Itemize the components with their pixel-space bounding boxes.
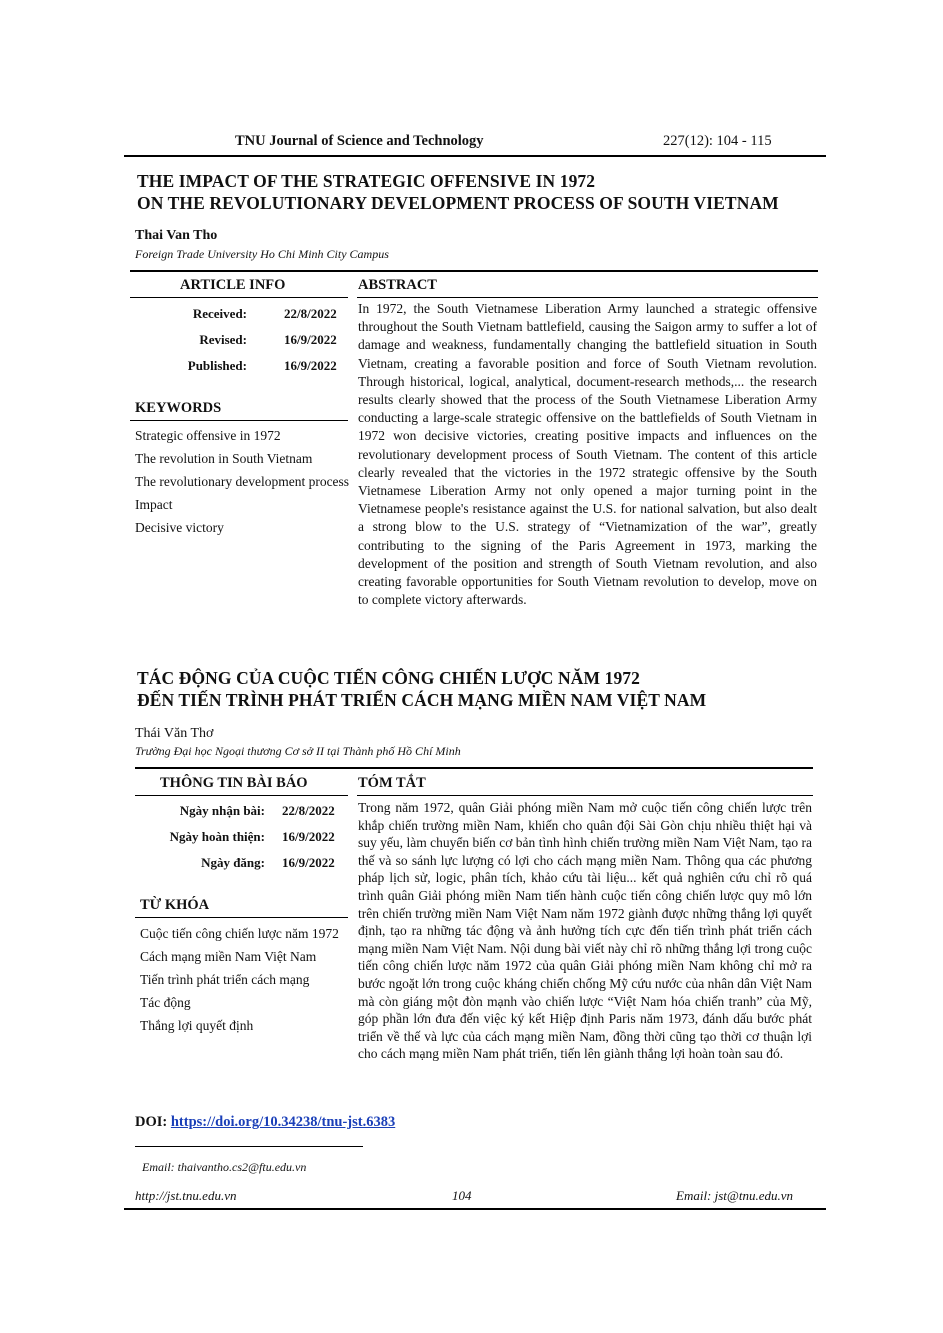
footer-rule	[124, 1208, 826, 1210]
en-received-date: 22/8/2022	[284, 306, 337, 321]
en-keyword: The revolutionary development process	[135, 474, 350, 489]
vi-author: Thái Văn Thơ	[135, 726, 214, 741]
vi-keywords-heading: TỪ KHÓA	[140, 897, 210, 913]
vi-revised-label: Ngày hoàn thiện:	[169, 829, 265, 844]
en-abstract-heading: ABSTRACT	[358, 277, 437, 293]
en-top-rule	[130, 270, 818, 272]
en-keywords-rule	[130, 420, 348, 421]
vi-keyword: Cuộc tiến công chiến lược năm 1972	[140, 926, 339, 941]
journal-name: TNU Journal of Science and Technology	[235, 133, 484, 149]
footer-page-number: 104	[452, 1188, 472, 1203]
vi-article-info-heading: THÔNG TIN BÀI BÁO	[160, 775, 308, 791]
vi-affiliation: Trường Đại học Ngoại thương Cơ sở II tại Thành phố Hồ Chí Minh	[135, 744, 461, 758]
en-keyword: Strategic offensive in 1972	[135, 428, 281, 443]
vi-top-rule	[135, 767, 813, 769]
en-revised-label: Revised:	[199, 332, 247, 347]
vi-received-label: Ngày nhận bài:	[179, 803, 265, 818]
header-rule	[124, 155, 826, 157]
vi-keyword: Tiến trình phát triển cách mạng	[140, 972, 310, 987]
en-title	[137, 170, 779, 214]
en-abstract-text: In 1972, the South Vietnamese Liberation Army launched a strategic offensive throughout the South Vietnam battlefield, causing the Saigon army to suffer a lot of damage and weakness, fundamentally changing the battlefield situation in South Vietnam, creating a favorable position and force of South Vietnam revolution. Through historical, logical, analytical, document-research methods,... the research results clearly showed that the process of the South Vietnamese Liberation Army conducting a large-scale strategic offensive on the battlefields of South Vietnam in 1972 won decisive victories, creating positive impacts and influences on the revolutionary development process of South Vietnam. The content of this article clearly revealed that the victories in the 1972 strategic offensive by the South Vietnamese Liberation Army not only opened a major turning point in the Vietnamese people's resistance against the U.S. for national salvation, but also dealt a strong blow to the U.S. strategy of “Vietnamization of the war”, greatly contributing to the signing of the Paris Agreement in 1973, marking the development of the position and strength of South Vietnam revolution, and also creating favorable opportunities for South Vietnam revolution to develop, move on to complete victory afterwards.	[358, 301, 817, 608]
en-published-date: 16/9/2022	[284, 358, 337, 373]
en-affiliation: Foreign Trade University Ho Chi Minh City Campus	[135, 247, 389, 261]
vi-published-date: 16/9/2022	[282, 855, 335, 870]
doi-link[interactable]: https://doi.org/10.34238/tnu-jst.6383	[170, 1114, 396, 1130]
vi-keyword: Tác động	[140, 995, 191, 1010]
journal-issue: 227(12): 104 - 115	[663, 133, 772, 149]
en-keyword: The revolution in South Vietnam	[135, 451, 313, 466]
doi-line	[135, 1114, 395, 1131]
author-email-note: Email: thaivantho.cs2@ftu.edu.vn	[142, 1160, 307, 1174]
en-received-label: Received:	[192, 306, 247, 321]
en-keywords-heading: KEYWORDS	[135, 400, 222, 416]
vi-title-line1: TÁC ĐỘNG CỦA CUỘC TIẾN CÔNG CHIẾN LƯỢC NĂM 1972	[137, 668, 640, 688]
vi-abstract-heading: TÓM TẮT	[358, 775, 426, 791]
en-info-rule	[130, 297, 348, 298]
vi-keywords-rule	[135, 917, 348, 918]
vi-info-rule	[135, 795, 348, 796]
vi-title-line2: ĐẾN TIẾN TRÌNH PHÁT TRIỂN CÁCH MẠNG MIỀN NAM VIỆT NAM	[137, 690, 707, 710]
vi-abstract-text: Trong năm 1972, quân Giải phóng miền Nam mở cuộc tiến công chiến lược trên khắp chiến trường miền Nam, khiến cho quân đội Sài Gòn chịu nhiều thiệt hại và suy yếu, làm chuyển biến cơ bản tình hình chiến trường miền Nam Việt Nam, tạo ra thế và so sánh lực lượng có lợi cho cách mạng miền Nam. Thông qua các phương pháp lịch sử, logic, phân tích, khảo cứu tài liệu... kết quả nghiên cứu chỉ rõ quá trình quân Giải phóng miền Nam tiến hành cuộc tiến công chiến lược quy mô lớn trên chiến trường miền Nam Việt Nam năm 1972 giành được những thắng lợi quyết định, tạo ra những tác động và ảnh hưởng tích cực đến tiến trình phát triển cách mạng miền Nam Việt Nam. Nội dung bài viết này chỉ rõ những thắng lợi trong cuộc tiến công chiến lược năm 1972 của quân Giải phóng miền Nam không chỉ mở ra bước ngoặt lớn trong cuộc kháng chiến chống Mỹ cứu nước của nhân dân Việt Nam mà còn giáng một đòn mạnh vào chiến lược “Việt Nam hóa chiến tranh” của Mỹ, góp phần lớn đưa đến việc ký kết Hiệp định Paris năm 1973, đánh dấu bước phát triển về thế và lực của cách mạng miền Nam, đồng thời cũng tạo thời cơ thuận lợi cho cách mạng miền Nam phát triển, tiến lên giành thắng lợi hoàn toàn sau đó.	[358, 800, 812, 1062]
en-keyword: Decisive victory	[135, 520, 224, 535]
en-revised-date: 16/9/2022	[284, 332, 337, 347]
vi-keyword: Cách mạng miền Nam Việt Nam	[140, 949, 317, 964]
en-keyword: Impact	[135, 497, 173, 512]
footnote-rule	[135, 1146, 363, 1147]
vi-received-date: 22/8/2022	[282, 803, 335, 818]
en-published-label: Published:	[187, 358, 247, 373]
vi-published-label: Ngày đăng:	[201, 855, 265, 870]
vi-keyword-list	[140, 925, 345, 1040]
en-article-info-heading: ARTICLE INFO	[180, 277, 286, 293]
en-abstract-rule	[357, 297, 818, 298]
en-title-line1: THE IMPACT OF THE STRATEGIC OFFENSIVE IN 1972	[137, 171, 596, 191]
en-title-line2: ON THE REVOLUTIONARY DEVELOPMENT PROCESS OF SOUTH VIETNAM	[137, 193, 779, 213]
en-keyword-list	[135, 427, 350, 542]
doi-label: DOI:	[135, 1114, 171, 1130]
vi-revised-date: 16/9/2022	[282, 829, 335, 844]
en-author: Thai Van Tho	[135, 228, 218, 243]
vi-abstract-rule	[357, 795, 813, 796]
footer-website[interactable]: http://jst.tnu.edu.vn	[135, 1188, 237, 1203]
footer-email[interactable]: Email: jst@tnu.edu.vn	[676, 1188, 794, 1203]
vi-title	[137, 667, 706, 711]
vi-keyword: Thắng lợi quyết định	[140, 1018, 254, 1033]
